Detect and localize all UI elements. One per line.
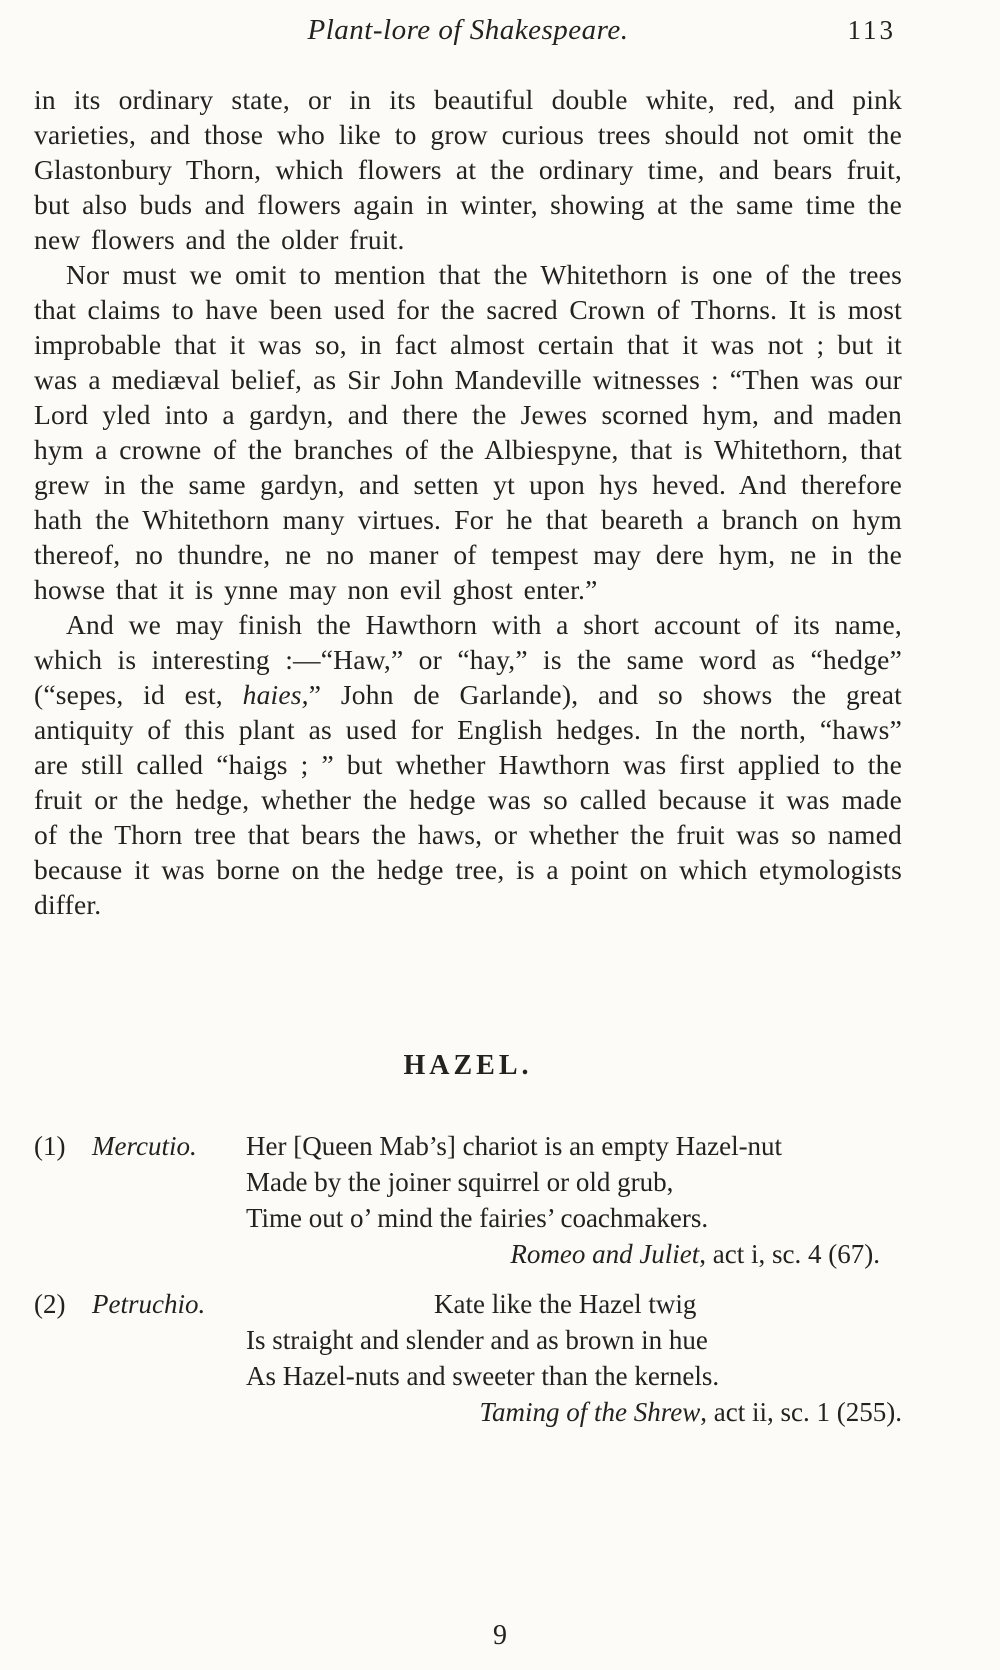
quotation-2-body (246, 1286, 902, 1430)
section-heading-hazel: HAZEL. (403, 1050, 533, 1081)
paragraph-3: And we may finish the Hawthorn with a short account of its name, which is interesting :—“Haw,” or “hay,” is the same word as “hedge” (“sepes, id est, haies,” John de Garlande), and so shows the great antiquity of this plant as used for English hedges. In the north, “haws” are still called “haigs ; ” but whether Hawthorn was first applied to the fruit or the hedge, whether the hedge was so called because it was made of the Thorn tree that bears the haws, or whether the fruit was so named because it was borne on the hedge tree, is a point on which etymologists differ. (34, 609, 902, 920)
citation-reference: , act ii, sc. 1 (255). (700, 1397, 902, 1427)
signature-mark: 9 (493, 1620, 507, 1651)
speaker-name: Mercutio. (92, 1131, 197, 1161)
verse-line: Made by the joiner squirrel or old grub, (246, 1167, 674, 1197)
verse-line: Time out o’ mind the fairies’ coachmakers. (246, 1203, 709, 1233)
citation-work: Taming of the Shrew (479, 1397, 701, 1427)
paragraph-1: in its ordinary state, or in its beautiful double white, red, and pink varieties, and those who like to grow curious trees should not omit the Glastonbury Thorn, which flowers at the ordinary time, and bears fruit, but also buds and flowers again in winter, showing at the same time the new flowers and the older fruit. (34, 84, 902, 255)
verse-line: Her [Queen Mab’s] chariot is an empty Hazel-nut (246, 1131, 783, 1161)
quotation-list (34, 1128, 902, 1430)
citation (246, 1236, 902, 1272)
running-header (34, 14, 902, 60)
verse-line: As Hazel-nuts and sweeter than the kernels. (246, 1361, 720, 1391)
running-title: Plant-lore of Shakespeare. (307, 14, 629, 46)
quotation-2 (34, 1286, 902, 1430)
body-text (34, 82, 902, 922)
page-number: 113 (847, 15, 896, 45)
quote-number: (1) (34, 1131, 66, 1161)
quotation-1-head (34, 1128, 246, 1272)
quote-number: (2) (34, 1289, 66, 1319)
quotation-1 (34, 1128, 902, 1272)
verse-line: Is straight and slender and as brown in hue (246, 1325, 708, 1355)
paragraph-2: Nor must we omit to mention that the Whitethorn is one of the trees that claims to have been used for the sacred Crown of Thorns. It is most improbable that it was so, in fact almost certain that it was not ; but it was a mediæval belief, as Sir John Mandeville witnesses : “Then was our Lord yled into a gardyn, and there the Jewes scorned hym, and maden hym a crowne of the branches of the Albiespyne, that is Whitethorn, that grew in the same gardyn, and setten yt upon hys heved. And therefore hath the Whitethorn many virtues. For he that beareth a branch on hym thereof, no thundre, ne no maner of tempest may dere hym, ne in the howse that it is ynne may non evil ghost enter.” (34, 259, 902, 605)
citation (246, 1394, 902, 1430)
speaker-name: Petruchio. (92, 1289, 206, 1319)
citation-reference: , act i, sc. 4 (67). (699, 1239, 880, 1269)
quotation-2-head (34, 1286, 246, 1430)
citation-work: Romeo and Juliet (510, 1239, 700, 1269)
quotation-1-body (246, 1128, 902, 1272)
verse-line: Kate like the Hazel twig (434, 1289, 697, 1319)
